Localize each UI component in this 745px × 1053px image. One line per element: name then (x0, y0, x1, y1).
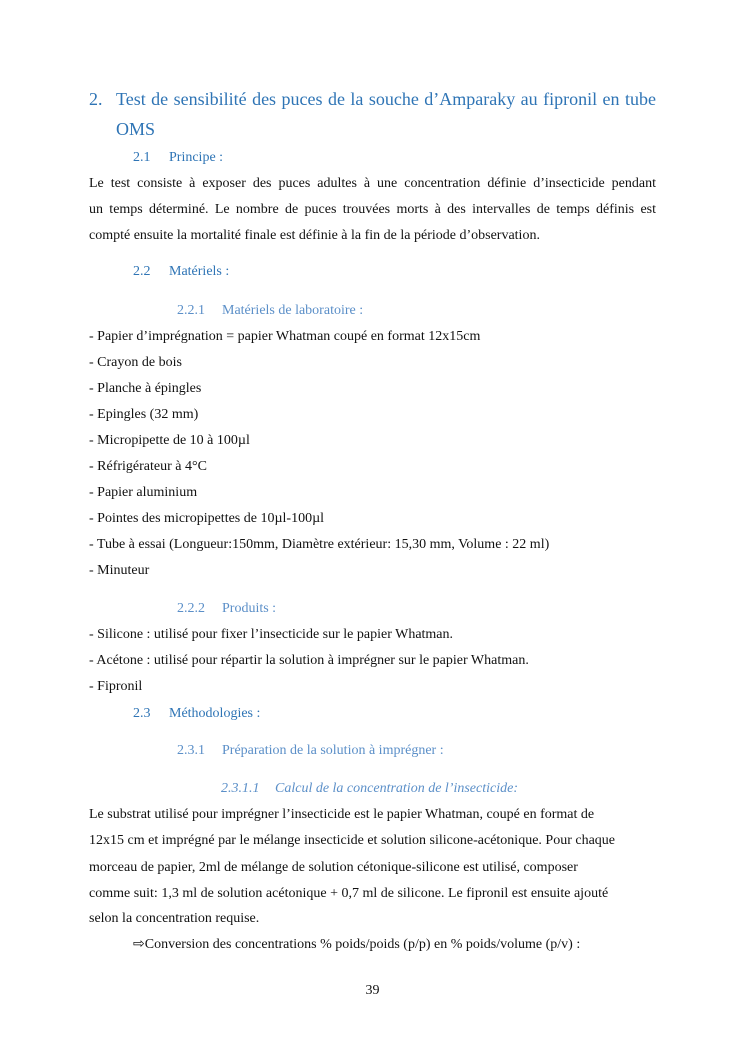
subheading-number: 2.2 (133, 264, 151, 279)
list-item: - Pointes des micropipettes de 10µl-100µl (89, 511, 325, 526)
subheading-methodologies (133, 705, 700, 723)
page-number: 39 (365, 983, 380, 998)
conversion-text: Conversion des concentrations % poids/poids (p/p) en % poids/volume (p/v) : (144, 937, 581, 952)
conversion-line (133, 936, 700, 954)
heading-number: 2. (89, 89, 103, 109)
subheading-title: Méthodologies : (169, 706, 261, 721)
subheading-title: Principe : (169, 150, 224, 165)
list-item: - Fipronil (89, 679, 143, 694)
paragraph-line: selon la concentration requise. (89, 911, 260, 926)
subheading-title: Calcul de la concentration de l’insecticide: (275, 781, 518, 796)
paragraph-line: Le substrat utilisé pour imprégner l’insecticide est le papier Whatman, coupé en format de (89, 807, 595, 822)
list-item: - Planche à épingles (89, 381, 202, 396)
section-heading (89, 88, 656, 110)
subheading-title: Matériels de laboratoire : (222, 303, 364, 318)
subheading-title: Matériels : (169, 264, 230, 279)
subheading-number: 2.3 (133, 706, 151, 721)
subheading-number: 2.3.1.1 (221, 781, 260, 796)
list-item: - Micropipette de 10 à 100µl (89, 433, 250, 448)
paragraph-line: compté ensuite la mortalité finale est définie à la fin de la période d’observation. (89, 228, 540, 243)
arrow-right-icon: ⇨ (133, 937, 145, 952)
subheading-title: Préparation de la solution à imprégner : (222, 743, 444, 758)
subheading-preparation (177, 742, 744, 760)
paragraph-line: Le test consiste à exposer des puces adultes à une concentration définie d’insecticide pendant (89, 176, 656, 191)
subheading-produits (177, 600, 744, 618)
list-item: - Acétone : utilisé pour répartir la solution à imprégner sur le papier Whatman. (89, 653, 529, 668)
list-item: - Papier d’imprégnation = papier Whatman coupé en format 12x15cm (89, 329, 481, 344)
list-item: - Crayon de bois (89, 355, 182, 370)
subheading-number: 2.2.1 (177, 303, 205, 318)
list-item: - Papier aluminium (89, 485, 198, 500)
subheading-materiels (133, 263, 700, 281)
list-item: - Epingles (32 mm) (89, 407, 199, 422)
list-item: - Réfrigérateur à 4°C (89, 459, 207, 474)
paragraph-line: 12x15 cm et imprégné par le mélange insecticide et solution silicone-acétonique. Pour chaque (89, 833, 615, 848)
list-item: - Minuteur (89, 563, 150, 578)
list-item: - Silicone : utilisé pour fixer l’insecticide sur le papier Whatman. (89, 627, 454, 642)
paragraph-line: morceau de papier, 2ml de mélange de solution cétonique-silicone est utilisé, composer (89, 860, 578, 875)
subheading-materiels-labo (177, 302, 744, 320)
paragraph-line: un temps déterminé. Le nombre de puces trouvées morts à des intervalles de temps définis est (89, 202, 656, 217)
heading-line2: OMS (116, 119, 156, 139)
subheading-title: Produits : (222, 601, 277, 616)
heading-text: Test de sensibilité des puces de la souche d’Amparaky au fipronil en tube (116, 89, 656, 109)
subheading-number: 2.2.2 (177, 601, 205, 616)
subheading-number: 2.1 (133, 150, 151, 165)
subheading-principe (133, 149, 700, 167)
subheading-calcul (221, 780, 745, 798)
subheading-number: 2.3.1 (177, 743, 205, 758)
list-item: - Tube à essai (Longueur:150mm, Diamètre extérieur: 15,30 mm, Volume : 22 ml) (89, 537, 550, 552)
paragraph-line: comme suit: 1,3 ml de solution acétonique + 0,7 ml de silicone. Le fipronil est ensuite ajouté (89, 886, 609, 901)
